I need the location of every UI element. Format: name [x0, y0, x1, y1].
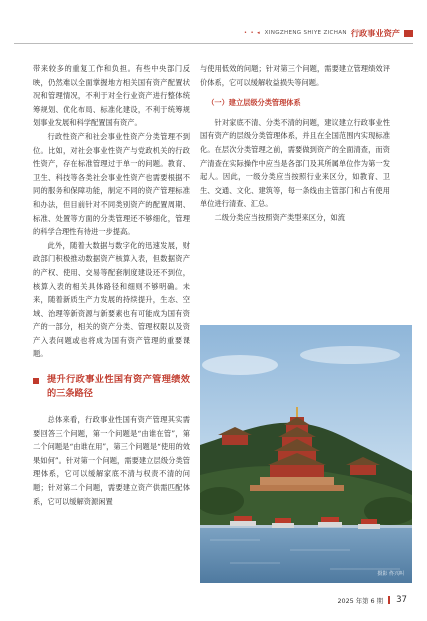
paragraph: 行政性资产和社会事业性资产分类管理不到位。比如，对社会事业性资产与党政机关的行政性资产，存在标准管理过于单一的问题。教育、卫生、科技等各类社会事业性资产也需要根据不同的服务和保障功能，制定不同的资产管理标准和办法，但目前针对不同类别资产的配置周期、标准、处置等方面的分类管理还不够细化，管理的科学合理性有待进一步提高。 — [33, 131, 190, 237]
header-accent-bar — [404, 30, 413, 37]
header-chinese-title: 行政事业资产 — [350, 27, 400, 38]
header-english-title: XINGZHENG SHIYE ZICHAN — [264, 30, 347, 36]
left-column — [33, 62, 190, 508]
paragraph: 此外，随着大数据与数字化的迅速发展，财政部门积极推动数据资产核算入表，但数据资产的产权、使用、交易等配套制度建设还不到位，核算入表的相关具体路径和细则不够明确。未来，随着新质生产力发展的持续提升，生态、空域、治理等新资源与新要素也有可能成为国有资产的一部分，相关的资产分类、管理权限以及资产入表问题或也将成为国有资产管理的重要课题。 — [33, 240, 190, 359]
photo-illustration — [200, 325, 412, 583]
section-heading — [33, 373, 190, 401]
paragraph: 带来较多的重复工作和负担。有些中央部门反映，仍然难以全面掌握地方相关国有资产配置状况和管理情况，不利于对全行业资产进行整体统筹规划、优化布局、标准化建设，不利于统筹规划事业发展和科学配置国有资产。 — [33, 64, 190, 128]
section-marker-icon — [33, 378, 39, 384]
footer-accent-bar — [388, 596, 390, 604]
issue-label: 2025 年第 6 期 — [337, 596, 384, 605]
summer-palace-photo — [200, 325, 412, 583]
running-header — [244, 26, 413, 40]
page-number: 37 — [396, 595, 407, 605]
section-heading-text: 提升行政事业性国有资产管理绩效的三条路径 — [47, 374, 190, 400]
header-divider — [14, 43, 413, 44]
page-footer — [337, 595, 407, 605]
right-column — [200, 62, 390, 225]
photo-credit: 摄影 佟兴叫 — [377, 571, 404, 577]
header-decoration: • • ◂ — [244, 30, 261, 36]
paragraph: 与使用低效的问题；针对第三个问题，需要建立管理绩效评价体系，它可以缓解收益损失等问题。 — [200, 64, 390, 87]
paragraph: 二级分类应当按照资产类型来区分，如流 — [214, 212, 346, 222]
paragraph: 针对家底不清、分类不清的问题，建议建立行政事业性国有资产的层级分类管理体系，并且在全国范围内实现标准化。在层次分类管理之前，需要做到资产的全面清查，而资产清查在实际操作中应当是各部门及其所属单位作为第一发起人。因此，一级分类应当按照行业来区分，如教育、卫生、交通、文化、建筑等，每一条线由主管部门和占有使用单位进行清查、汇总。 — [200, 117, 390, 209]
subsection-heading: （一）建立层级分类管理体系 — [207, 98, 301, 108]
paragraph: 总体来看，行政事业性国有资产管理其实需要回答三个问题，第一个问题是“由谁在管”，第二个问题是“由谁在用”，第三个问题是“使用的效果如何”。针对第一个问题，需要建立层级分类管理体系，它可以缓解家底不清与权责不清的问题；针对第二个问题，需要建立资产供需匹配体系，它可以缓解资源闲置 — [33, 415, 190, 506]
